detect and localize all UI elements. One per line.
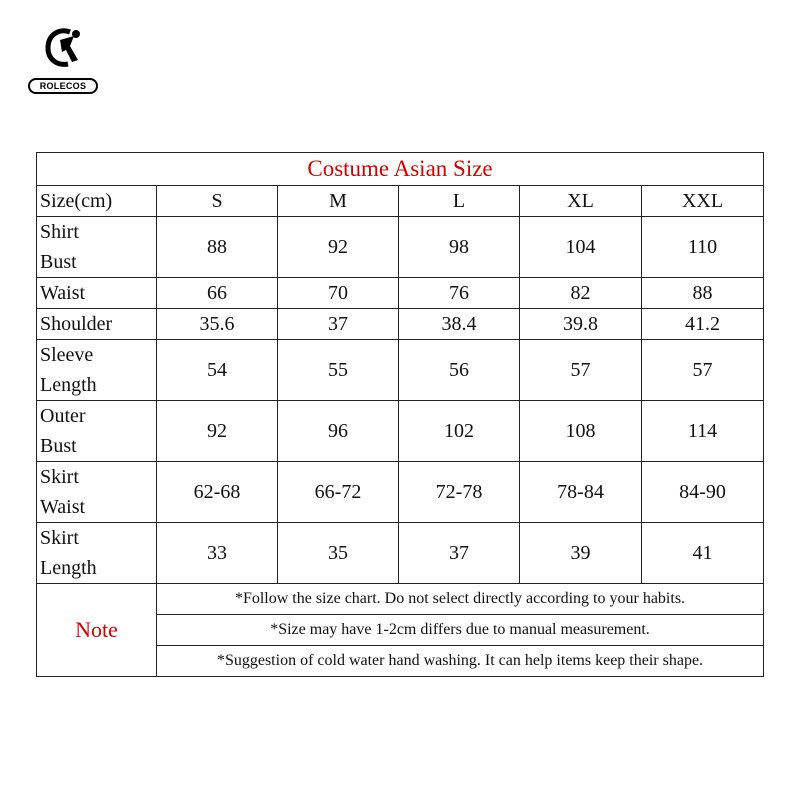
brand-logo	[28, 26, 98, 96]
value-cell: 78-84	[520, 462, 642, 523]
value-cell: 66-72	[278, 462, 399, 523]
row-label-line: Waist	[40, 496, 86, 518]
row-label	[37, 278, 157, 309]
row-label	[37, 309, 157, 340]
size-chart-table	[36, 152, 764, 677]
row-label-line: Shirt	[40, 221, 79, 243]
row-label-line: Outer	[40, 405, 86, 427]
row-label	[37, 401, 157, 462]
note-label: Note	[37, 584, 157, 677]
value-cell: 56	[399, 340, 520, 401]
header-cell: Size(cm)	[37, 186, 157, 217]
value-cell: 66	[157, 278, 278, 309]
value-cell: 110	[642, 217, 764, 278]
value-cell: 104	[520, 217, 642, 278]
header-row	[37, 186, 764, 217]
row-label-line: Bust	[40, 435, 77, 457]
header-cell: M	[278, 186, 399, 217]
value-cell: 41.2	[642, 309, 764, 340]
value-cell: 96	[278, 401, 399, 462]
row-label-line: Bust	[40, 251, 77, 273]
value-cell: 108	[520, 401, 642, 462]
value-cell: 88	[642, 278, 764, 309]
row-label-line: Shoulder	[40, 313, 113, 335]
value-cell: 92	[157, 401, 278, 462]
row-label	[37, 217, 157, 278]
brand-name: ROLECOS	[28, 78, 98, 94]
value-cell: 39	[520, 523, 642, 584]
value-cell: 102	[399, 401, 520, 462]
value-cell: 39.8	[520, 309, 642, 340]
row-label-line: Sleeve	[40, 344, 94, 366]
table-row	[37, 340, 764, 401]
table-row	[37, 401, 764, 462]
header-cell: XXL	[642, 186, 764, 217]
table-title: Costume Asian Size	[37, 153, 764, 186]
header-cell: XL	[520, 186, 642, 217]
note-text: *Suggestion of cold water hand washing. It can help items keep their shape.	[157, 646, 764, 677]
header-cell: S	[157, 186, 278, 217]
value-cell: 72-78	[399, 462, 520, 523]
value-cell: 114	[642, 401, 764, 462]
row-label-line: Skirt	[40, 466, 79, 488]
table-row	[37, 523, 764, 584]
header-cell: L	[399, 186, 520, 217]
table-row	[37, 278, 764, 309]
value-cell: 37	[399, 523, 520, 584]
value-cell: 70	[278, 278, 399, 309]
value-cell: 98	[399, 217, 520, 278]
row-label-line: Waist	[40, 282, 86, 304]
value-cell: 37	[278, 309, 399, 340]
value-cell: 76	[399, 278, 520, 309]
row-label-line: Length	[40, 557, 97, 579]
note-row	[37, 584, 764, 615]
value-cell: 35	[278, 523, 399, 584]
table-row	[37, 462, 764, 523]
row-label	[37, 523, 157, 584]
note-text: *Size may have 1-2cm differs due to manual measurement.	[157, 615, 764, 646]
value-cell: 54	[157, 340, 278, 401]
value-cell: 38.4	[399, 309, 520, 340]
value-cell: 35.6	[157, 309, 278, 340]
table-row	[37, 217, 764, 278]
value-cell: 33	[157, 523, 278, 584]
value-cell: 57	[520, 340, 642, 401]
value-cell: 57	[642, 340, 764, 401]
value-cell: 82	[520, 278, 642, 309]
rolecos-logo-icon	[40, 26, 86, 72]
row-label-line: Length	[40, 374, 97, 396]
value-cell: 62-68	[157, 462, 278, 523]
table-row	[37, 309, 764, 340]
value-cell: 88	[157, 217, 278, 278]
note-text: *Follow the size chart. Do not select directly according to your habits.	[157, 584, 764, 615]
row-label	[37, 340, 157, 401]
row-label-line: Skirt	[40, 527, 79, 549]
row-label	[37, 462, 157, 523]
value-cell: 55	[278, 340, 399, 401]
value-cell: 92	[278, 217, 399, 278]
value-cell: 84-90	[642, 462, 764, 523]
value-cell: 41	[642, 523, 764, 584]
